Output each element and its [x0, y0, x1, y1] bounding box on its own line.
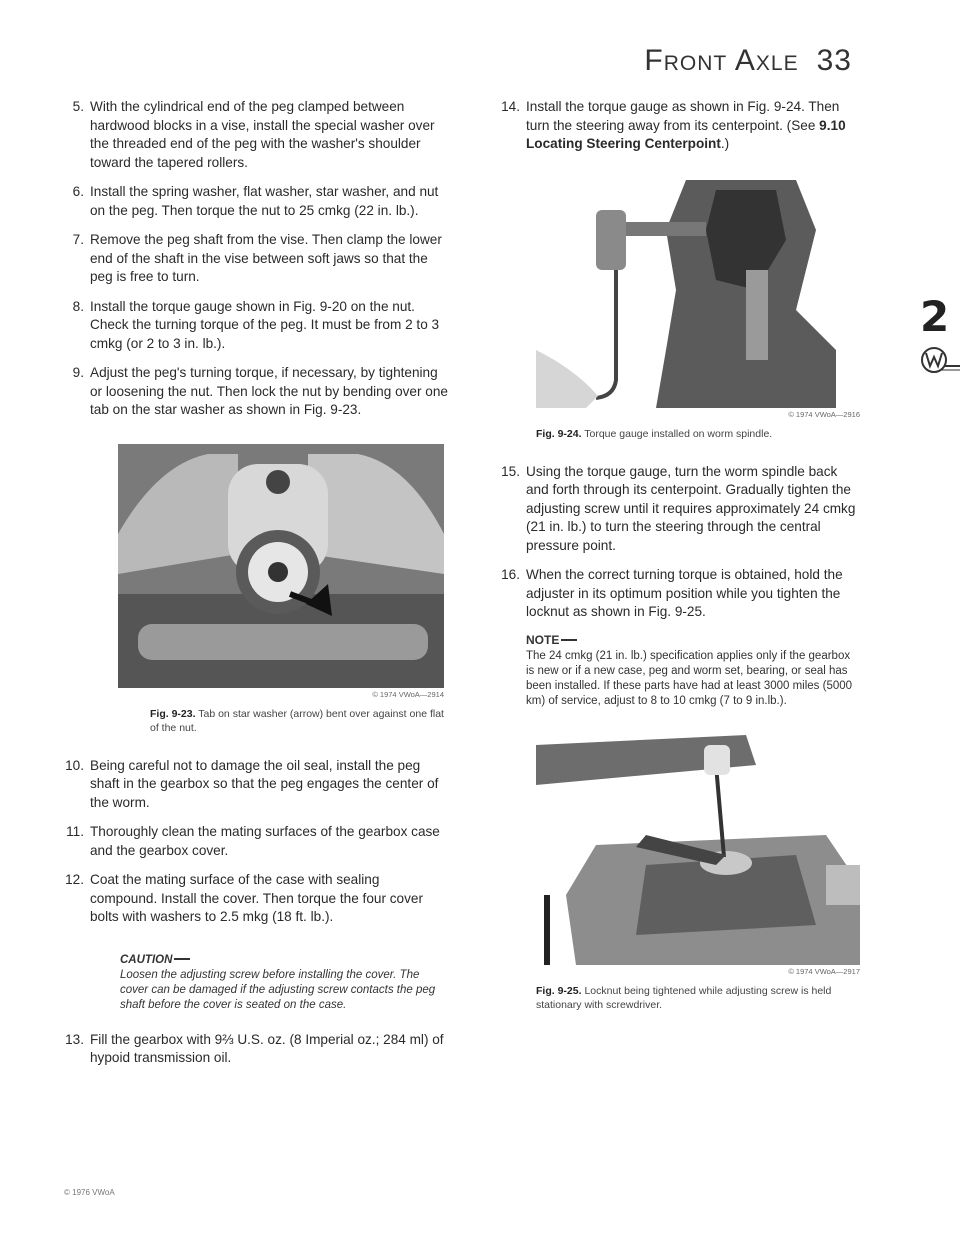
- note-text: The 24 cmkg (21 in. lb.) specification applies only if the gearbox is new or if a new case, peg and worm set, bearing, or seal has been installed. If these parts have had at least 3000 miles (5000 km) of service, adjust to 8 to 10 cmkg (7 to 9 in.lb.).: [526, 649, 853, 707]
- step-number: 7.: [72, 232, 84, 247]
- fig-9-23-text: Tab on star washer (arrow) bent over against one flat of the nut.: [150, 707, 444, 734]
- step-left-4: [60, 364, 448, 420]
- step-left-3: [60, 298, 448, 354]
- step-text: Remove the peg shaft from the vise. Then clamp the lower end of the shaft in the vise between soft jaws so that the peg is free to turn.: [90, 232, 442, 284]
- star-washer-photo: [118, 444, 444, 688]
- caution-label: CAUTION: [120, 953, 173, 966]
- step-number: 8.: [72, 298, 84, 314]
- step-14-number: 14.: [501, 99, 520, 114]
- step-number: 12.: [65, 872, 84, 887]
- caution-dash: [174, 958, 190, 960]
- step-number: 5.: [72, 99, 84, 114]
- fig-9-23-caption: [118, 707, 444, 735]
- note-label: NOTE: [526, 632, 560, 647]
- figure-9-24: [536, 170, 860, 441]
- fig-9-25-credit: © 1974 VWoA—2917: [788, 966, 860, 976]
- step-text: When the correct turning torque is obtained, hold the adjuster in its optimum position while you tighten the locknut as shown in Fig. 9-25.: [526, 567, 843, 619]
- step-13-number: 13.: [65, 1031, 84, 1047]
- fig-9-24-credit: © 1974 VWoA—2916: [788, 409, 860, 419]
- step-number: 10.: [65, 757, 84, 773]
- step-13-text: Fill the gearbox with 9⅔ U.S. oz. (8 Imperial oz.; 284 ml) of hypoid transmission oil.: [90, 1031, 444, 1065]
- step-list-1: [60, 98, 448, 420]
- fig-9-25-caption: [536, 984, 860, 1012]
- fig-9-23-credit: © 1974 VWoA—2914: [372, 689, 444, 699]
- step-text: Adjust the peg's turning torque, if necessary, by tightening or loosening the nut. Then lock the nut by bending over one tab on the star washer as shown in Fig. 9-23.: [90, 365, 448, 417]
- step-text: Coat the mating surface of the case with sealing compound. Install the cover. Then torque the four cover bolts with washers to 2.5 mkg (18 ft. lb.).: [90, 872, 423, 924]
- chapter-number: 2: [920, 292, 950, 341]
- step-text: Install the spring washer, flat washer, star washer, and nut on the peg. Then torque the nut to 25 cmkg (22 in. lb.).: [90, 184, 439, 218]
- step-number: 9.: [72, 365, 84, 380]
- fig-9-23-photo: [118, 444, 444, 688]
- step-text: Install the torque gauge shown in Fig. 9-20 on the nut. Check the turning torque of the peg. It must be from 2 to 3 cmkg (or 2 to 3 in. lb.).: [90, 298, 440, 351]
- step-14-tail: .): [720, 136, 730, 151]
- step-list-2: [60, 757, 448, 927]
- step-text: Using the torque gauge, turn the worm spindle back and forth through its centerpoint. Gradually tighten the adjusting screw until it requires approximately 24 cmkg (21 in. lb.) to turn the steering through the central pressure point.: [526, 463, 856, 553]
- step-left-0: [60, 98, 448, 172]
- chapter-side-tab: [920, 292, 960, 383]
- fig-9-24-photo: [536, 170, 860, 408]
- step-number: 6.: [72, 184, 84, 199]
- step-left-b-0: [60, 757, 448, 813]
- step-number: 15.: [501, 463, 520, 479]
- page-number: 33: [816, 44, 852, 77]
- fig-9-24-caption: [536, 427, 860, 441]
- step-text: Thoroughly clean the mating surfaces of the gearbox case and the gearbox cover.: [90, 824, 440, 858]
- step-14: [496, 98, 860, 154]
- step-number: 11.: [66, 824, 84, 839]
- page-header: [644, 44, 852, 78]
- torque-gauge-photo: [536, 170, 860, 408]
- fig-9-25-photo: [536, 725, 860, 965]
- step-text: Being careful not to damage the oil seal, install the peg shaft in the gearbox so that the peg engages the center of the worm.: [90, 757, 439, 810]
- right-column: [496, 98, 860, 1012]
- figure-9-25: [536, 725, 860, 1012]
- step-left-b-1: [60, 823, 448, 860]
- footer-copyright: © 1976 VWoA: [64, 1188, 115, 1197]
- fig-9-23-label: Fig. 9-23.: [150, 707, 196, 720]
- step-list-3: [496, 463, 860, 622]
- step-13: [60, 1031, 448, 1068]
- fig-9-25-text: Locknut being tightened while adjusting screw is held stationary with screwdriver.: [536, 984, 832, 1011]
- step-14-ref: 9.10 Locating Steering Centerpoint: [526, 117, 846, 151]
- fig-9-25-label: Fig. 9-25.: [536, 984, 582, 997]
- step-right-0: [496, 463, 860, 556]
- step-left-b-2: [60, 871, 448, 927]
- locknut-photo: [536, 725, 860, 965]
- vw-logo-icon: [920, 344, 960, 378]
- fig-9-24-text: Torque gauge installed on worm spindle.: [584, 427, 773, 440]
- caution-text: Loosen the adjusting screw before installing the cover. The cover can be damaged if the adjusting screw contacts the peg shaft before the cover is seated on the case.: [120, 968, 436, 1011]
- note-box: [526, 633, 860, 709]
- caution-box: [120, 953, 448, 1013]
- note-dash: [561, 639, 577, 641]
- step-right-1: [496, 566, 860, 622]
- step-number: 16.: [501, 567, 520, 582]
- figure-9-23: [118, 444, 444, 735]
- fig-9-24-label: Fig. 9-24.: [536, 427, 582, 440]
- chapter-title: Front Axle: [644, 44, 799, 77]
- step-left-1: [60, 183, 448, 220]
- step-left-2: [60, 231, 448, 287]
- left-column: [60, 98, 448, 1079]
- step-14-text: Install the torque gauge as shown in Fig. 9-24. Then turn the steering away from its centerpoint. (See: [526, 99, 840, 133]
- step-text: With the cylindrical end of the peg clamped between hardwood blocks in a vise, install the special washer over the threaded end of the peg with the washer's shoulder toward the tapered rollers.: [90, 99, 435, 170]
